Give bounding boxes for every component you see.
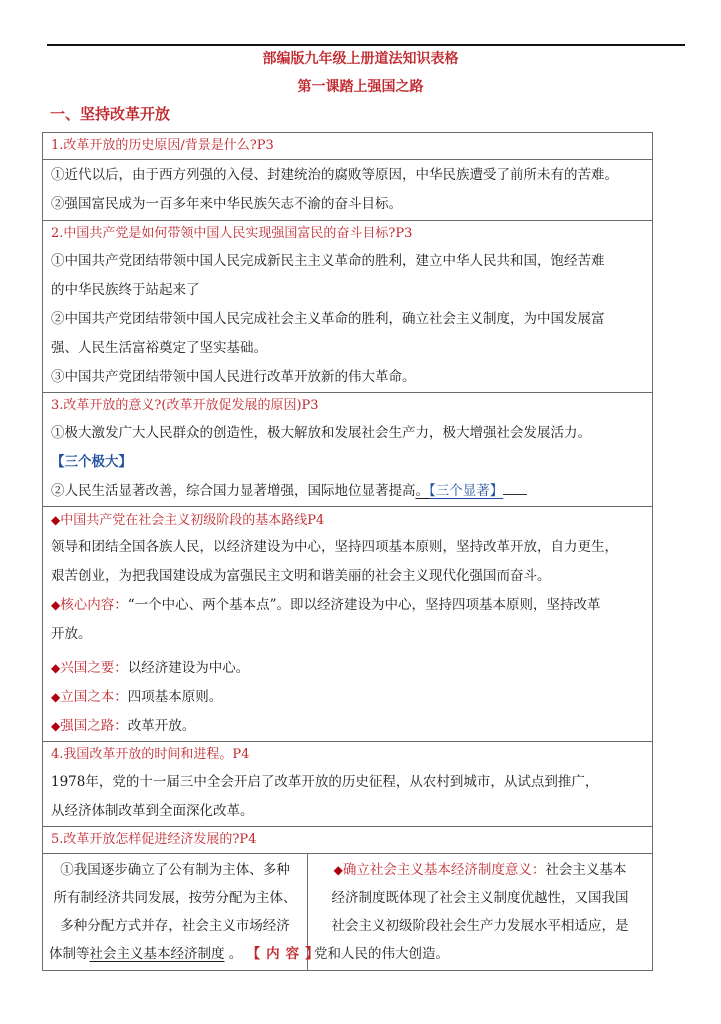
core-label: 核心内容： <box>60 597 128 613</box>
answer-line: 的中华民族终于站起来了 <box>51 282 200 298</box>
table-row <box>43 854 653 971</box>
table-row <box>43 133 653 160</box>
answer-line: 经济制度既体现了社会主义制度优越性，又国我国 <box>331 890 629 906</box>
table-row <box>43 742 653 827</box>
text: 体制等 <box>49 946 90 962</box>
answer-line: ②中国共产党团结带领中国人民完成社会主义革命的胜利，确立社会主义制度，为中国发展富 <box>51 311 605 327</box>
table-row <box>43 221 653 393</box>
point-item <box>51 654 644 683</box>
diamond-icon: ◆ <box>51 719 61 733</box>
question-2: 2.中国共产党是如何带领中国人民实现强国富民的奋斗目标?P3 <box>51 226 413 241</box>
question-4: 4.我国改革开放的时间和进程。P4 <box>51 747 250 762</box>
answer-line <box>49 940 325 968</box>
table-row <box>43 160 653 221</box>
answer-line: ②强国富民成为一百多年来中华民族矢志不渝的奋斗目标。 <box>51 196 402 212</box>
point-item <box>51 683 644 712</box>
question-3: 3.改革开放的意义?(改革开放促发展的原因)P3 <box>51 398 319 413</box>
text: 社会主义基本 <box>545 862 627 878</box>
table-row <box>43 393 653 507</box>
diamond-icon: ◆ <box>51 661 61 675</box>
answer-line: ①中国共产党团结带领中国人民完成新民主主义革命的胜利，建立中华人民共和国，饱经苦难 <box>51 253 605 269</box>
answer-line: ①极大激发广大人民群众的创造性，极大解放和发展社会生产力，极大增强社会发展活力。 <box>51 425 591 441</box>
significance-cell <box>308 854 653 971</box>
table-row <box>43 507 653 742</box>
diamond-icon: ◆ <box>51 598 61 612</box>
answer-line <box>51 477 644 506</box>
underline-tail <box>503 482 527 495</box>
tag-three-notable: 【三个显著】 <box>429 483 504 499</box>
answer-line: 从经济体制改革到全面深化改革。 <box>51 803 254 819</box>
answer-line: ③中国共产党团结带领中国人民进行改革开放新的伟大革命。 <box>51 369 416 385</box>
qa-cell <box>43 393 653 507</box>
knowledge-table <box>42 132 653 971</box>
core-text: “一个中心、两个基本点”。即以经济建设为中心，坚持四项基本原则，坚持改革 <box>127 597 601 613</box>
diamond-icon: ◆ <box>51 513 61 527</box>
point-item <box>51 712 644 741</box>
point-text: 改革开放。 <box>127 718 196 734</box>
point-label: 立国之本： <box>60 689 128 705</box>
qa-cell <box>43 742 653 827</box>
qa-cell <box>43 221 653 393</box>
answer-line: 强、人民生活富裕奠定了坚实基础。 <box>51 340 267 356</box>
significance-label: 确立社会主义基本经济制度意义： <box>342 862 546 878</box>
question-1: 1.改革开放的历史原因/背景是什么?P3 <box>51 138 274 153</box>
point-label: 强国之路： <box>60 718 128 734</box>
point-text: 以经济建设为中心。 <box>127 660 250 676</box>
answer-line: 领导和团结全国各族人民，以经济建设为中心，坚持四项基本原则，坚持改革开放，自力更生， <box>51 539 618 555</box>
answer-line: ①我国逐步确立了公有制为主体、多种 <box>60 862 290 878</box>
question-cell <box>43 133 653 160</box>
answer-text: ②人民生活显著改善，综合国力显著增强，国际地位显著提高 <box>51 483 416 499</box>
underlined-term: 社会主义基本经济制度 <box>89 946 225 962</box>
table-row <box>43 827 653 854</box>
question-5: 5.改革开放怎样促进经济发展的?P4 <box>51 832 257 847</box>
point-label: 兴国之要： <box>60 660 128 676</box>
answer-line: ①近代以后，由于西方列强的入侵、封建统治的腐败等原因，中华民族遭受了前所未有的苦难。 <box>51 167 618 183</box>
tag-label: 【三个极大】 <box>51 454 132 470</box>
period: 。 <box>415 483 429 499</box>
lesson-title: 第一课踏上强国之路 <box>297 79 424 95</box>
core-content <box>51 591 644 620</box>
core-text-cont: 开放。 <box>51 626 92 642</box>
text: 。 <box>224 946 243 962</box>
answer-cell <box>43 160 653 221</box>
tag-content: 【内容】 <box>246 946 325 962</box>
section-heading: 一、坚持改革开放 <box>50 105 171 123</box>
diamond-icon: ◆ <box>333 863 343 877</box>
header-rule <box>47 44 685 46</box>
significance-heading <box>314 856 646 884</box>
answer-line: 社会主义初级阶段社会生产力发展水平相适应，是 <box>331 918 629 934</box>
answer-line: 多种分配方式并存，社会主义市场经济 <box>60 918 290 934</box>
answer-line: 党和人民的伟大创造。 <box>314 946 449 962</box>
heading-text: 中国共产党在社会主义初级阶段的基本路线P4 <box>60 513 325 528</box>
content-cell <box>43 854 325 971</box>
tag-three-great <box>51 448 644 477</box>
qa-cell <box>43 507 653 742</box>
answer-line: 1978年，党的十一届三中全会开启了改革开放的历史征程，从农村到城市，从试点到推广， <box>51 774 599 790</box>
answer-line: 艰苦创业，为把我国建设成为富强民主文明和谐美丽的社会主义现代化强国而奋斗。 <box>51 568 551 584</box>
point-text: 四项基本原则。 <box>127 689 223 705</box>
basic-line-heading <box>51 507 644 533</box>
answer-line: 所有制经济共同发展，按劳分配为主体、 <box>53 890 297 906</box>
question-cell <box>43 827 653 854</box>
document-title: 部编版九年级上册道法知识表格 <box>262 51 459 67</box>
diamond-icon: ◆ <box>51 690 61 704</box>
